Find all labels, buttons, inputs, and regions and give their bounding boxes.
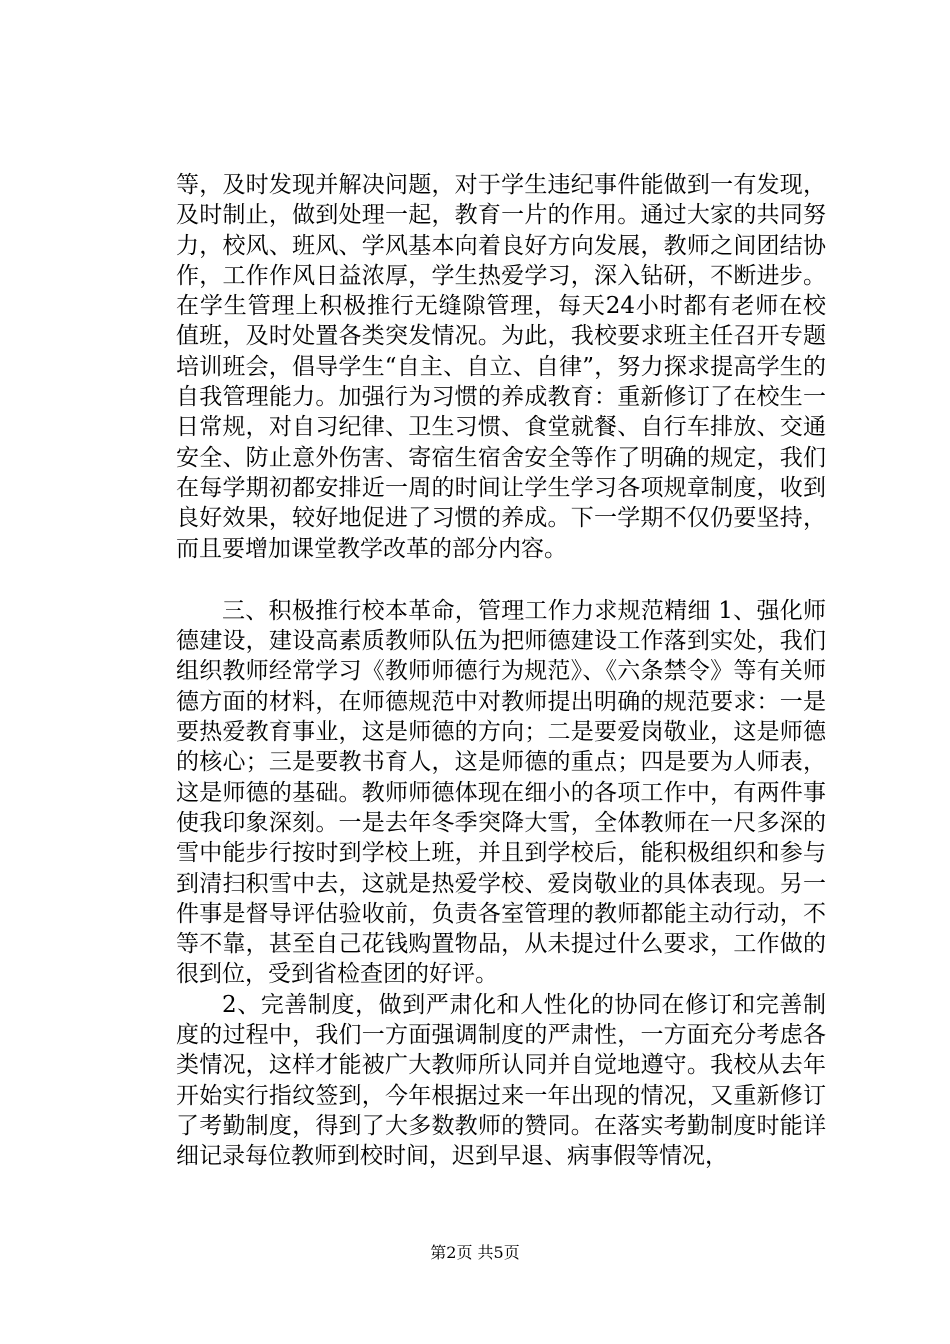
paragraph-1: 等，及时发现并解决问题，对于学生违纪事件能做到一有发现，及时制止，做到处理一起，教育一片的作用。通过大家的共同努力，校风、班风、学风基本向着良好方向发展，教师之间团结协作，工作作风日益浓厚，学生热爱学习，深入钻研，不断进步。在学生管理上积极推行无缝隙管理，每天24小时都有老师在校值班，及时处置各类突发情况。为此，我校要求班主任召开专题培训班会，倡导学生“自主、自立、自律”，努力探求提高学生的自我管理能力。加强行为习惯的养成教育：重新修订了在校生一日常规，对自习纪律、卫生习惯、食堂就餐、自行车排放、交通安全、防止意外伤害、寄宿生宿舍安全等作了明确的规定，我们在每学期初都安排近一周的时间让学生学习各项规章制度，收到良好效果，较好地促进了习惯的养成。下一学期不仅仍要坚持，而且要增加课堂教学改革的部分内容。 [176, 172, 826, 562]
page-footer: 第2页 共5页 [430, 1243, 520, 1262]
paragraph-3: 2、完善制度，做到严肃化和人性化的协同在修订和完善制度的过程中，我们一方面强调制度的严肃性，一方面充分考虑各类情况，这样才能被广大教师所认同并自觉地遵守。我校从去年开始实行指纹签到，今年根据过来一年出现的情况，又重新修订了考勤制度，得到了大多数教师的赞同。在落实考勤制度时能详细记录每位教师到校时间，迟到早退、病事假等情况， [176, 991, 826, 1170]
document-body [176, 170, 826, 1172]
paragraph-2: 三、积极推行校本革命，管理工作力求规范精细 1、强化师德建设，建设高素质教师队伍为把师德建设工作落到实处，我们组织教师经常学习《教师师德行为规范》、《六条禁令》等有关师德方面的材料，在师德规范中对教师提出明确的规范要求：一是要热爱教育事业，这是师德的方向；二是要爱岗敬业，这是师德的核心；三是要教书育人，这是师德的重点；四是要为人师表，这是师德的基础。教师师德体现在细小的各项工作中，有两件事使我印象深刻。一是去年冬季突降大雪，全体教师在一尺多深的雪中能步行按时到学校上班，并且到学校后，能积极组织和参与到清扫积雪中去，这就是热爱学校、爱岗敬业的具体表现。另一件事是督导评估验收前，负责各室管理的教师都能主动行动，不等不靠，甚至自己花钱购置物品，从未提过什么要求，工作做的很到位，受到省检查团的好评。 [176, 597, 826, 988]
